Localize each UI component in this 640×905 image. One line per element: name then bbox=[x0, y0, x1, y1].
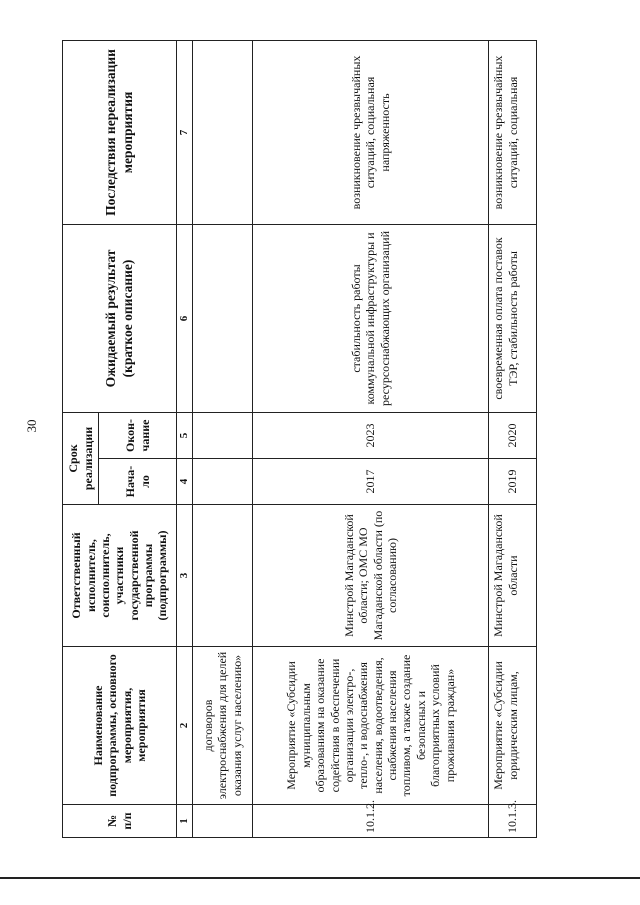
row-number: 10.1.2. bbox=[253, 805, 489, 838]
row-start: 2017 bbox=[253, 459, 489, 505]
header-term: Срок реализации bbox=[63, 412, 99, 504]
row-start bbox=[193, 459, 253, 505]
row-name: договоров электроснабжения для целей оказания услуг населению» bbox=[193, 647, 253, 805]
row-end: 2020 bbox=[489, 412, 537, 458]
row-executor: Минстрой Магаданской области; ОМС МО Магаданской области (по согласованию) bbox=[253, 505, 489, 647]
table-row bbox=[489, 40, 537, 837]
col-number-5: 5 bbox=[177, 412, 193, 458]
document-table-wrapper bbox=[62, 41, 534, 838]
bottom-rule bbox=[0, 877, 640, 879]
col-number-6: 6 bbox=[177, 224, 193, 412]
header-row-1 bbox=[63, 40, 99, 837]
table-row bbox=[253, 40, 489, 837]
page-number: 30 bbox=[24, 419, 39, 433]
row-start: 2019 bbox=[489, 459, 537, 505]
header-start: Нача-ло bbox=[99, 459, 177, 505]
header-end: Окон-чание bbox=[99, 412, 177, 458]
row-number: 10.1.3. bbox=[489, 805, 537, 838]
col-number-1: 1 bbox=[177, 805, 193, 838]
row-result bbox=[193, 224, 253, 412]
row-executor bbox=[193, 505, 253, 647]
table-row bbox=[193, 40, 253, 837]
header-result: Ожидаемый результат (краткое описание) bbox=[63, 224, 177, 412]
header-executor: Ответственный исполнитель, соисполнитель, участники государственной программы (подпрограммы) bbox=[63, 505, 177, 647]
row-end: 2023 bbox=[253, 412, 489, 458]
row-result: стабильность работы коммунальной инфраструктуры и ресурсоснабжающих организаций bbox=[253, 224, 489, 412]
row-result: своевременная оплата поставок ТЭР, стабильность работы bbox=[489, 224, 537, 412]
header-number: № п/п bbox=[63, 805, 177, 838]
column-number-row bbox=[177, 40, 193, 837]
row-consequence: возникновение чрезвычайных ситуаций, социальная bbox=[489, 40, 537, 224]
col-number-3: 3 bbox=[177, 505, 193, 647]
row-consequence: возникновение чрезвычайных ситуаций, социальная напряженность bbox=[253, 40, 489, 224]
row-end bbox=[193, 412, 253, 458]
measures-table bbox=[62, 40, 537, 838]
row-name: Мероприятие «Субсидии юридическим лицам, bbox=[489, 647, 537, 805]
row-consequence bbox=[193, 40, 253, 224]
col-number-7: 7 bbox=[177, 40, 193, 224]
row-executor: Минстрой Магаданской области bbox=[489, 505, 537, 647]
col-number-2: 2 bbox=[177, 647, 193, 805]
header-consequence: Последствия нереализации мероприятия bbox=[63, 40, 177, 224]
row-number bbox=[193, 805, 253, 838]
header-name: Наименование подпрограммы, основного мероприятия, мероприятия bbox=[63, 647, 177, 805]
row-name: Мероприятие «Субсидии муниципальным образованиям на оказание содействия в обеспечении организации электро-, тепло-, и водоснабжения населения, водоотведения, снабжения населения топливом, а также создание безопасных и благоприятных условий проживания граждан» bbox=[253, 647, 489, 805]
col-number-4: 4 bbox=[177, 459, 193, 505]
